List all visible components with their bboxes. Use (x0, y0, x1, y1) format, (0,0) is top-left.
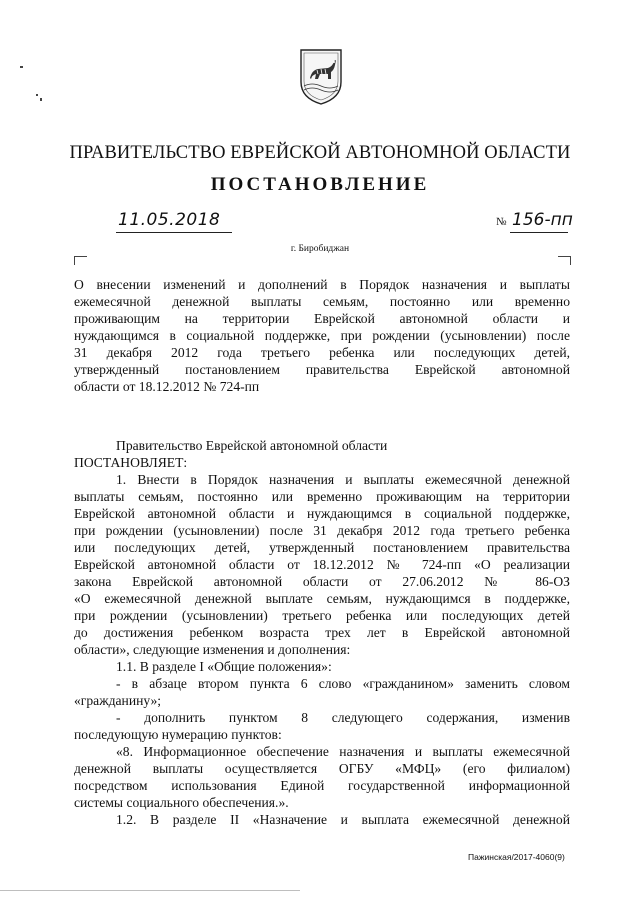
title-line: области от 18.12.2012 № 724-пп (74, 379, 260, 394)
title-corner-left (74, 256, 87, 265)
body-line: при рождении (усыновлении) третьего ребенка или последующих детей (74, 608, 570, 623)
body-line: посредством использования Единой государственной информационной (74, 778, 570, 793)
number-label: № (496, 216, 507, 228)
body-line: Правительство Еврейской автономной области (116, 438, 388, 453)
body-line: или последующих детей, утвержденный постановлением правительства (74, 540, 570, 555)
body-line: при рождении (усыновлении) после 31 декабря 2012 года третьего ребенка (74, 523, 570, 538)
body-line: «8. Информационное обеспечение назначения и выплаты ежемесячной (116, 744, 570, 759)
title-line: утвержденный постановлением правительства Еврейской автономной (74, 362, 570, 377)
body-line: - дополнить пунктом 8 следующего содержания, изменив (116, 710, 570, 725)
government-title: ПРАВИТЕЛЬСТВО ЕВРЕЙСКОЙ АВТОНОМНОЙ ОБЛАСТИ (69, 143, 571, 163)
body-line: выплаты семьям, постоянно или временно проживающим на территории (74, 489, 570, 504)
body-line: денежной выплаты осуществляется ОГБУ «МФЦ» (его филиалом) (74, 761, 570, 776)
footer-code: Пажинская/2017-4060(9) (468, 852, 565, 862)
body-line: последующую нумерацию пунктов: (74, 727, 282, 742)
title-line: проживающим на территории Еврейской автономной области и (74, 311, 570, 326)
body-line: области», следующие изменения и дополнения: (74, 642, 351, 657)
document-number: 156-пп (512, 210, 573, 230)
number-field (510, 210, 573, 233)
city-name: г. Биробиджан (290, 244, 350, 254)
document-type: ПОСТАНОВЛЕНИЕ (210, 174, 430, 195)
title-corner-right (558, 256, 571, 265)
scan-speck (20, 66, 23, 68)
body-line: до достижения ребенком возраста трех лет в Еврейской автономной (74, 625, 570, 640)
body-line: 1. Внести в Порядок назначения и выплаты ежемесячной денежной (116, 472, 570, 487)
body-line: Еврейской автономной области и нуждающимся в социальной поддержке, (74, 506, 570, 521)
scan-edge (0, 890, 300, 891)
title-line: нуждающимся в социальной поддержке, при рождении (усыновлении) после (74, 328, 570, 343)
title-line: ежемесячной денежной выплаты семьям, постоянно или временно (74, 294, 570, 309)
body-line: Еврейской автономной области от 18.12.2012 № 724-пп «О реализации (74, 557, 570, 572)
date-field (116, 210, 232, 233)
body-line: 1.1. В разделе I «Общие положения»: (116, 659, 332, 674)
document-date: 11.05.2018 (118, 210, 221, 230)
body-line: закона Еврейской автономной области от 27.06.2012 № 86-ОЗ (74, 574, 570, 589)
scan-speck (40, 98, 42, 101)
body-line: «О ежемесячной денежной выплате семьям, нуждающимся в поддержке, (74, 591, 570, 606)
body-line: 1.2. В разделе II «Назначение и выплата ежемесячной денежной (116, 812, 570, 827)
title-line: 31 декабря 2012 года третьего ребенка или последующих детей, (74, 345, 570, 360)
coat-of-arms-icon (298, 48, 344, 106)
body-line: - в абзаце втором пункта 6 слово «гражданином» заменить словом (116, 676, 570, 691)
body-line: системы социального обеспечения.». (74, 795, 289, 810)
title-line: О внесении изменений и дополнений в Порядок назначения и выплаты (74, 277, 570, 292)
body-line: «гражданину»; (74, 693, 162, 708)
body-line: ПОСТАНОВЛЯЕТ: (74, 455, 188, 470)
scan-speck (36, 94, 38, 96)
